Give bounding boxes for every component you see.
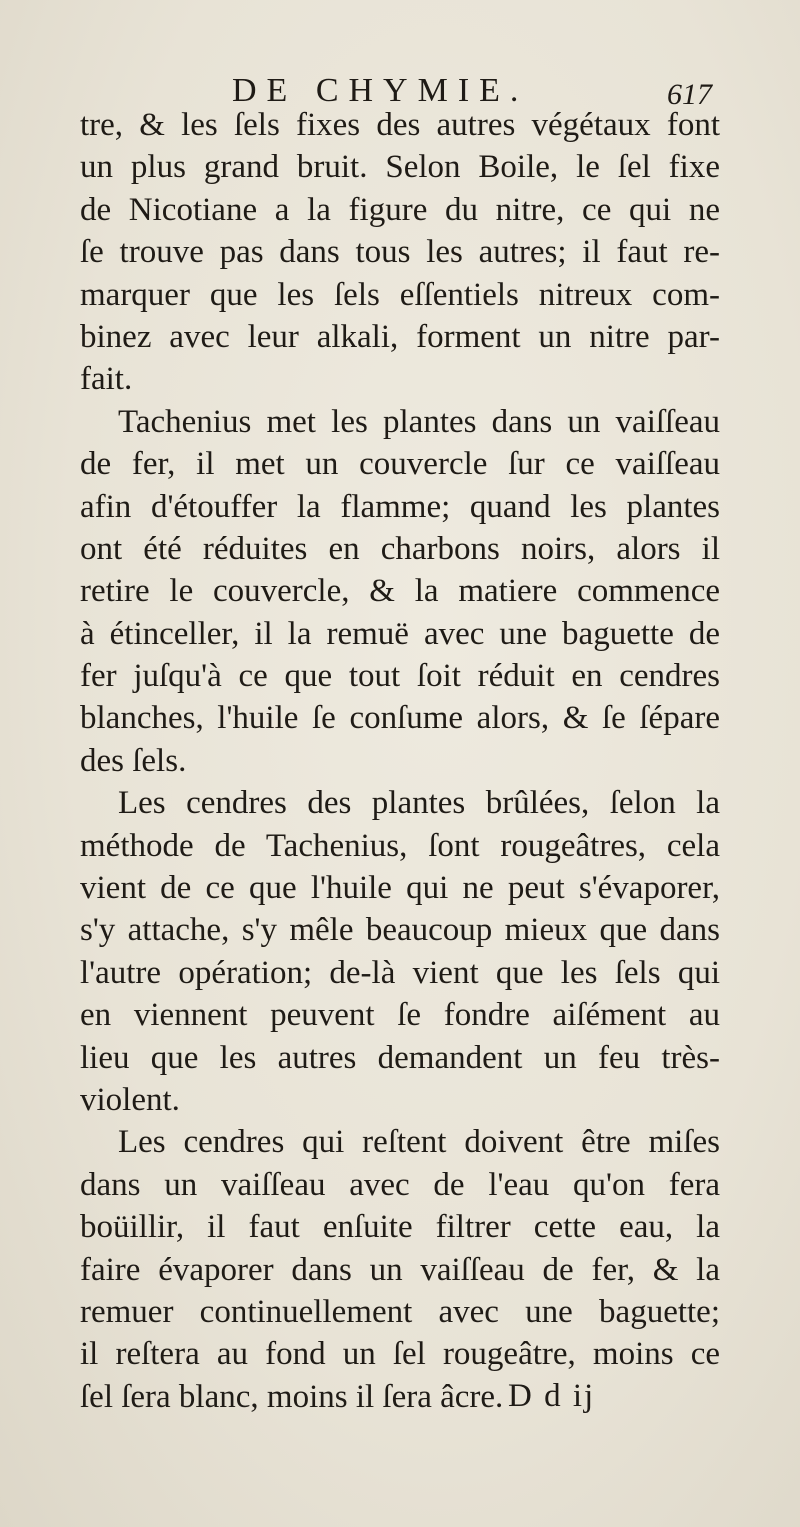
- text-line: des ſels.: [80, 742, 187, 779]
- text-line: vient de ce que l'huile qui ne peut s'évaporer,: [80, 870, 720, 907]
- text-line: boüillir, il faut enſuite filtrer cette eau, la: [80, 1209, 720, 1246]
- text-line: un plus grand bruit. Selon Boile, le ſel fixe: [80, 149, 720, 186]
- text-line: il reſtera au fond un ſel rougeâtre, moins ce: [80, 1336, 720, 1373]
- text-body: [80, 104, 720, 1418]
- text-line: à étinceller, il la remuë avec une baguette de: [80, 615, 720, 652]
- text-line: violent.: [80, 1081, 180, 1118]
- text-line: ſe trouve pas dans tous les autres; il faut re-: [80, 234, 720, 271]
- text-line: ont été réduites en charbons noirs, alors il: [80, 530, 720, 567]
- text-line: fait.: [80, 361, 133, 398]
- text-line: fer juſqu'à ce que tout ſoit réduit en cendres: [80, 658, 720, 695]
- page-number: 617: [667, 78, 712, 111]
- text-line: Tachenius met les plantes dans un vaiſſeau: [118, 403, 720, 440]
- text-line: de fer, il met un couvercle ſur ce vaiſſeau: [80, 446, 720, 483]
- text-line: marquer que les ſels eſſentiels nitreux com-: [80, 276, 720, 313]
- text-line: Les cendres des plantes brûlées, ſelon la: [118, 785, 720, 822]
- text-line: tre, & les ſels fixes des autres végétaux font: [80, 107, 720, 143]
- text-line: de Nicotiane a la figure du nitre, ce qui ne: [80, 191, 720, 228]
- text-line: binez avec leur alkali, forment un nitre par-: [80, 318, 720, 355]
- signature-mark: D d ij: [508, 1378, 596, 1414]
- text-line: ſel ſera blanc, moins il ſera âcre.: [80, 1378, 504, 1415]
- text-line: méthode de Tachenius, ſont rougeâtres, cela: [80, 827, 720, 864]
- text-line: faire évaporer dans un vaiſſeau de fer, & la: [80, 1251, 720, 1288]
- text-line: retire le couvercle, & la matiere commence: [80, 573, 720, 610]
- running-head: DE CHYMIE.: [232, 72, 529, 109]
- text-line: l'autre opération; de-là vient que les ſels qui: [80, 954, 720, 991]
- text-line: lieu que les autres demandent un feu très-: [80, 1039, 720, 1076]
- text-line: remuer continuellement avec une baguette;: [80, 1293, 720, 1330]
- text-line: blanches, l'huile ſe conſume alors, & ſe ſépare: [80, 700, 720, 737]
- text-line: dans un vaiſſeau avec de l'eau qu'on fera: [80, 1166, 720, 1203]
- text-line: Les cendres qui reſtent doivent être miſes: [118, 1124, 720, 1161]
- text-line: s'y attache, s'y mêle beaucoup mieux que dans: [80, 912, 720, 949]
- text-line: afin d'étouffer la flamme; quand les plantes: [80, 488, 720, 525]
- text-line: en viennent peuvent ſe fondre aiſément au: [80, 997, 720, 1034]
